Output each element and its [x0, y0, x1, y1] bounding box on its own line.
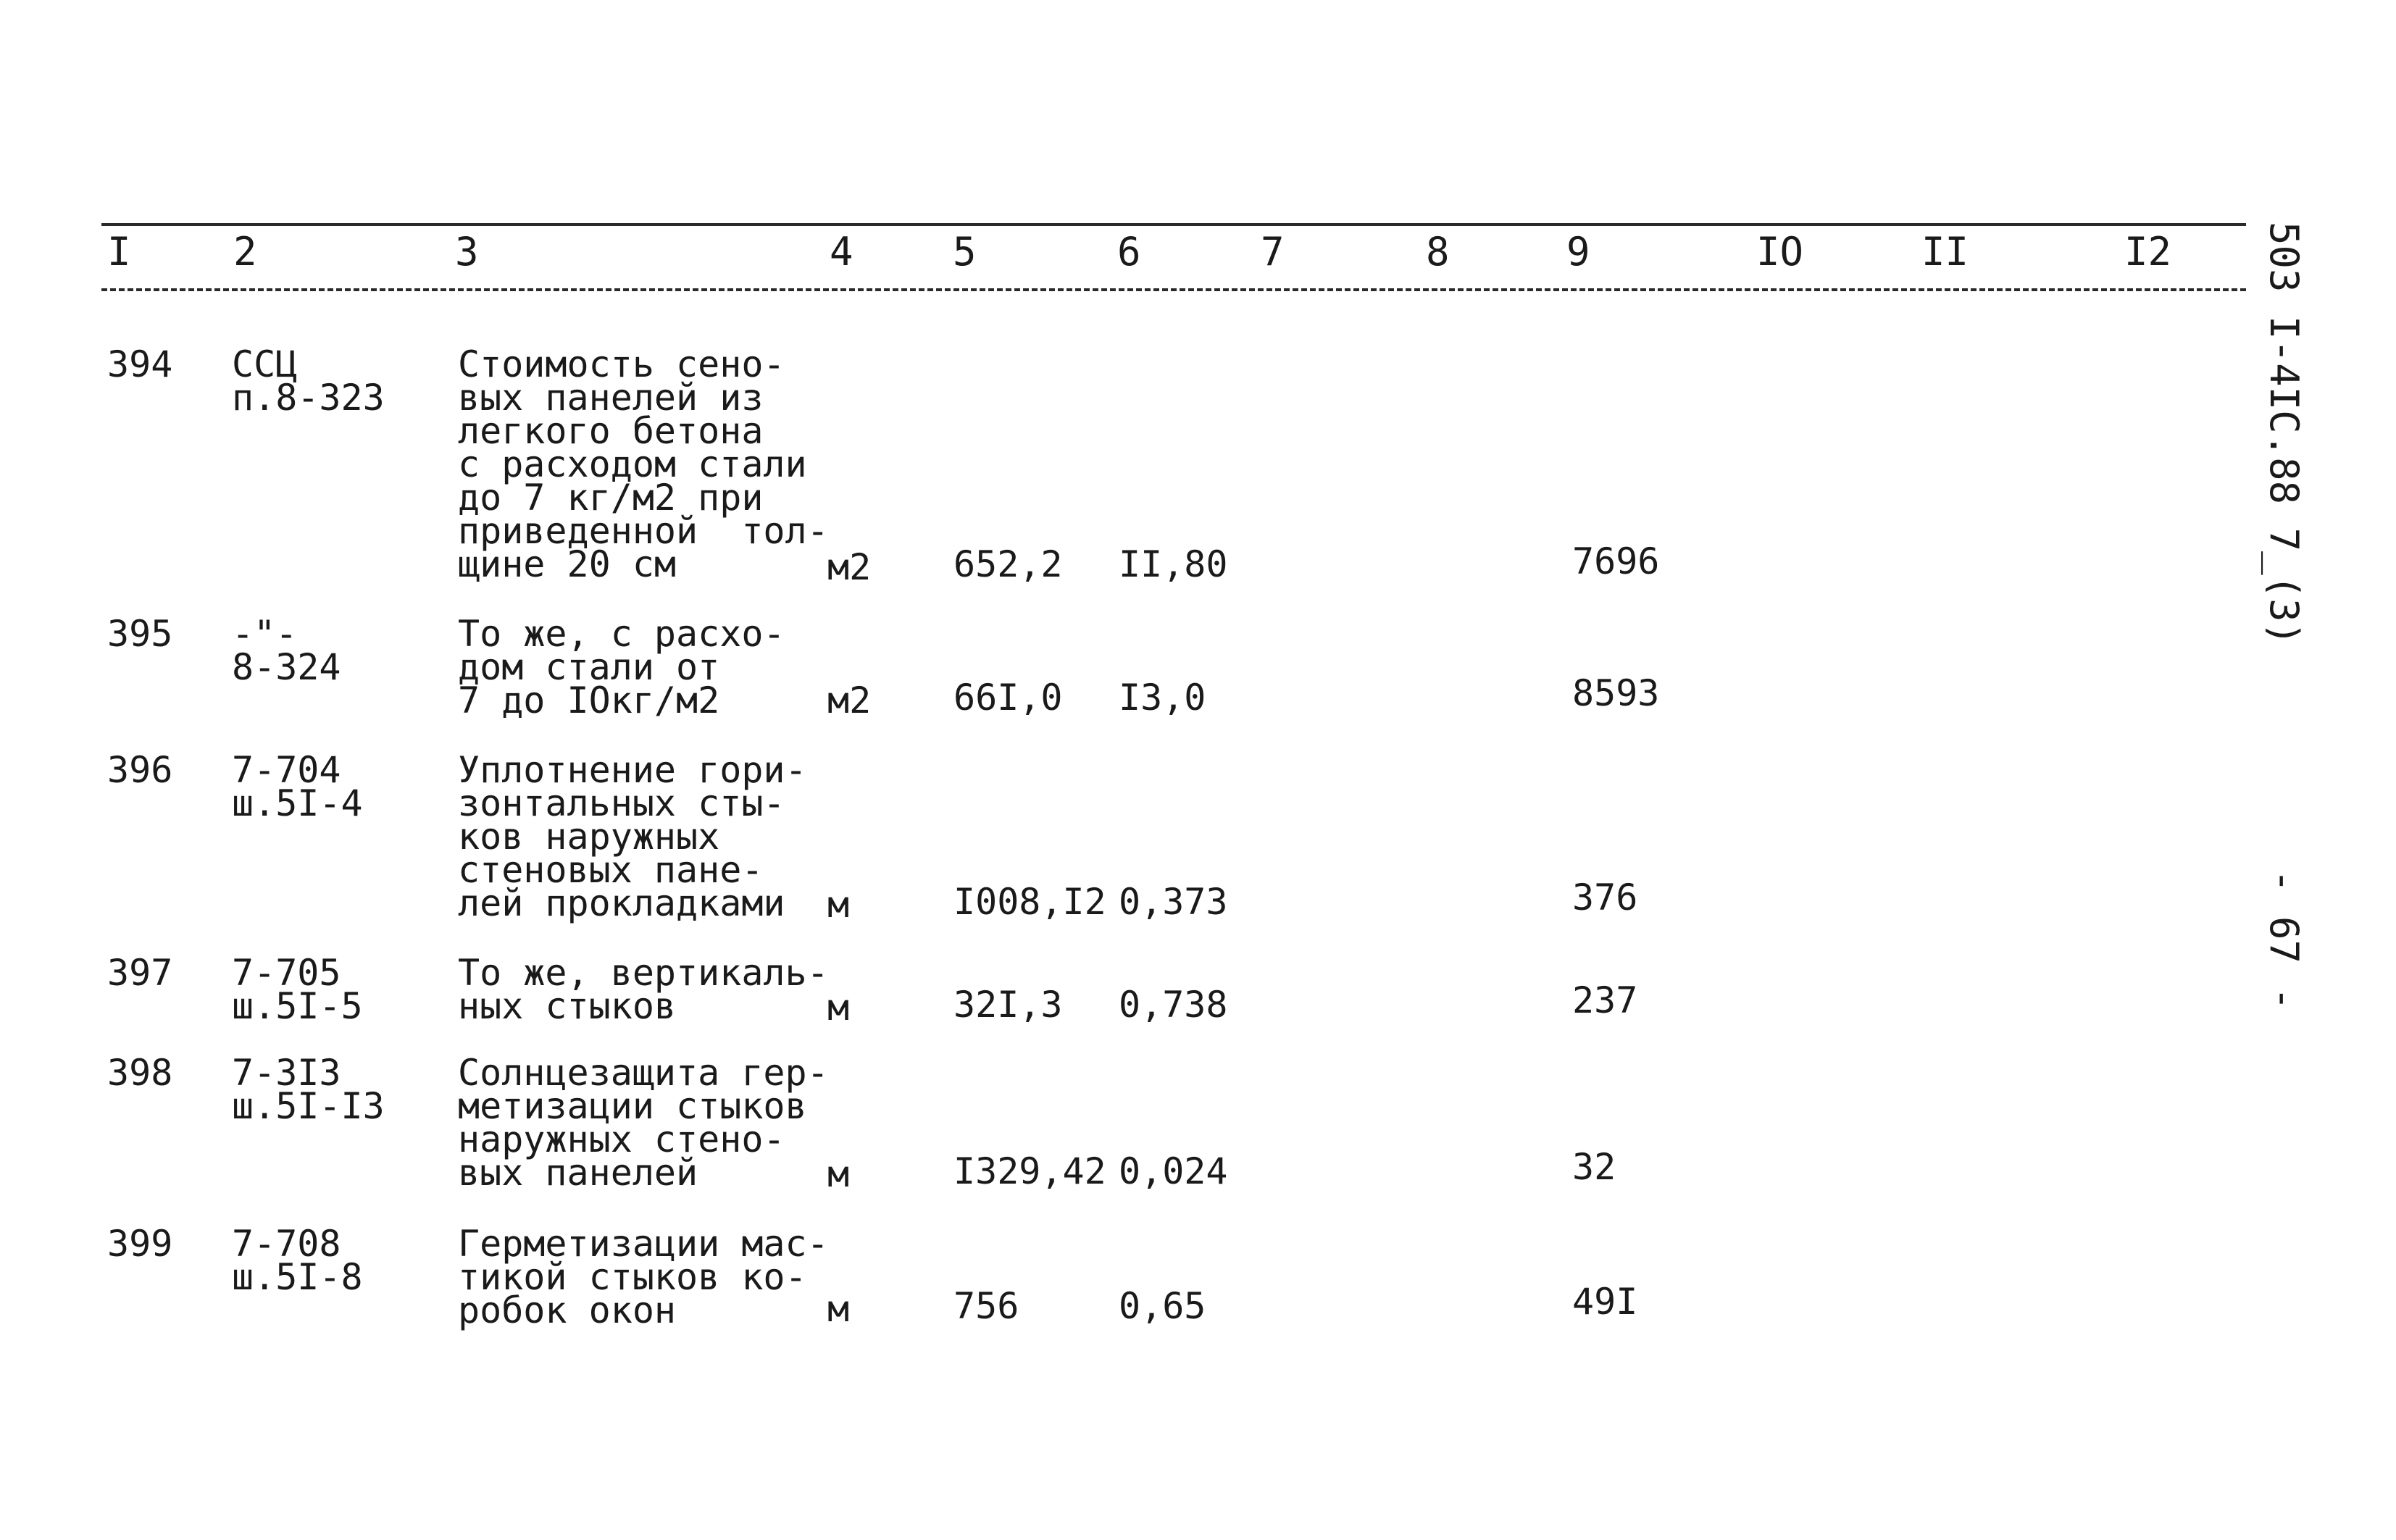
row-description: То же, с расхо- дом стали от 7 до IОкг/м2	[458, 613, 785, 721]
row-number: 396	[107, 749, 173, 791]
row-number: 394	[107, 343, 173, 385]
row-price: 0,738	[1119, 984, 1228, 1026]
row-price: 0,024	[1119, 1150, 1228, 1192]
row-reference: 7-3I3 ш.5I-I3	[232, 1052, 385, 1127]
col-header-3: 3	[455, 229, 479, 275]
row-quantity: 66I,0	[953, 677, 1063, 719]
col-header-6: 6	[1117, 229, 1141, 275]
row-number: 397	[107, 952, 173, 994]
row-unit: м	[827, 1153, 850, 1195]
row-unit: м2	[827, 679, 872, 721]
row-price: 0,373	[1119, 881, 1228, 923]
col-header-9: 9	[1566, 229, 1590, 275]
row-unit: м	[827, 884, 850, 926]
row-description: Герметизации мас- тикой стыков ко- робок окон	[458, 1223, 829, 1331]
col-header-8: 8	[1426, 229, 1450, 275]
row-reference: 7-705 ш.5I-5	[232, 952, 363, 1027]
row-price: I3,0	[1119, 677, 1206, 719]
row-number: 398	[107, 1052, 173, 1094]
row-reference: 7-708 ш.5I-8	[232, 1223, 363, 1298]
row-price: II,80	[1119, 543, 1228, 585]
page-number: - 67 -	[2261, 869, 2307, 1011]
row-quantity: 32I,3	[953, 984, 1063, 1026]
row-number: 395	[107, 613, 173, 655]
row-total: 49I	[1572, 1281, 1638, 1323]
row-total: 32	[1572, 1146, 1616, 1188]
row-reference: -"- 8-324	[232, 613, 341, 688]
row-total: 7696	[1572, 540, 1660, 582]
col-header-12: I2	[2124, 229, 2172, 275]
header-bottom-rule	[101, 288, 2246, 291]
row-description: Уплотнение гори- зонтальных сты- ков наружных стеновых пане- лей прокладками	[458, 749, 807, 924]
col-header-1: I	[107, 229, 131, 275]
col-header-7: 7	[1261, 229, 1285, 275]
col-header-2: 2	[233, 229, 257, 275]
row-total: 8593	[1572, 672, 1660, 714]
row-quantity: 756	[953, 1285, 1019, 1327]
row-price: 0,65	[1119, 1285, 1206, 1327]
row-unit: м2	[827, 546, 872, 588]
row-reference: 7-704 ш.5I-4	[232, 749, 363, 824]
row-quantity: I329,42	[953, 1150, 1106, 1192]
document-code: 503 I-4IC.88 7_(3)	[2261, 222, 2307, 646]
col-header-11: II	[1921, 229, 1969, 275]
row-unit: м	[827, 1288, 850, 1330]
col-header-4: 4	[830, 229, 853, 275]
col-header-5: 5	[953, 229, 977, 275]
col-header-10: IO	[1756, 229, 1804, 275]
row-number: 399	[107, 1223, 173, 1265]
row-description: Стоимость сено- вых панелей из легкого бетона с расходом стали до 7 кг/м2 при приведенной тол- щине 20 см	[458, 343, 829, 585]
row-quantity: I008,I2	[953, 881, 1106, 923]
row-description: То же, вертикаль- ных стыков	[458, 952, 829, 1027]
row-total: 237	[1572, 979, 1638, 1021]
row-quantity: 652,2	[953, 543, 1063, 585]
table-top-rule	[101, 223, 2246, 226]
row-total: 376	[1572, 876, 1638, 918]
row-description: Солнцезащита гер- метизации стыков наружных стено- вых панелей	[458, 1052, 829, 1194]
row-reference: ССЦ п.8-323	[232, 343, 385, 419]
row-unit: м	[827, 987, 850, 1029]
